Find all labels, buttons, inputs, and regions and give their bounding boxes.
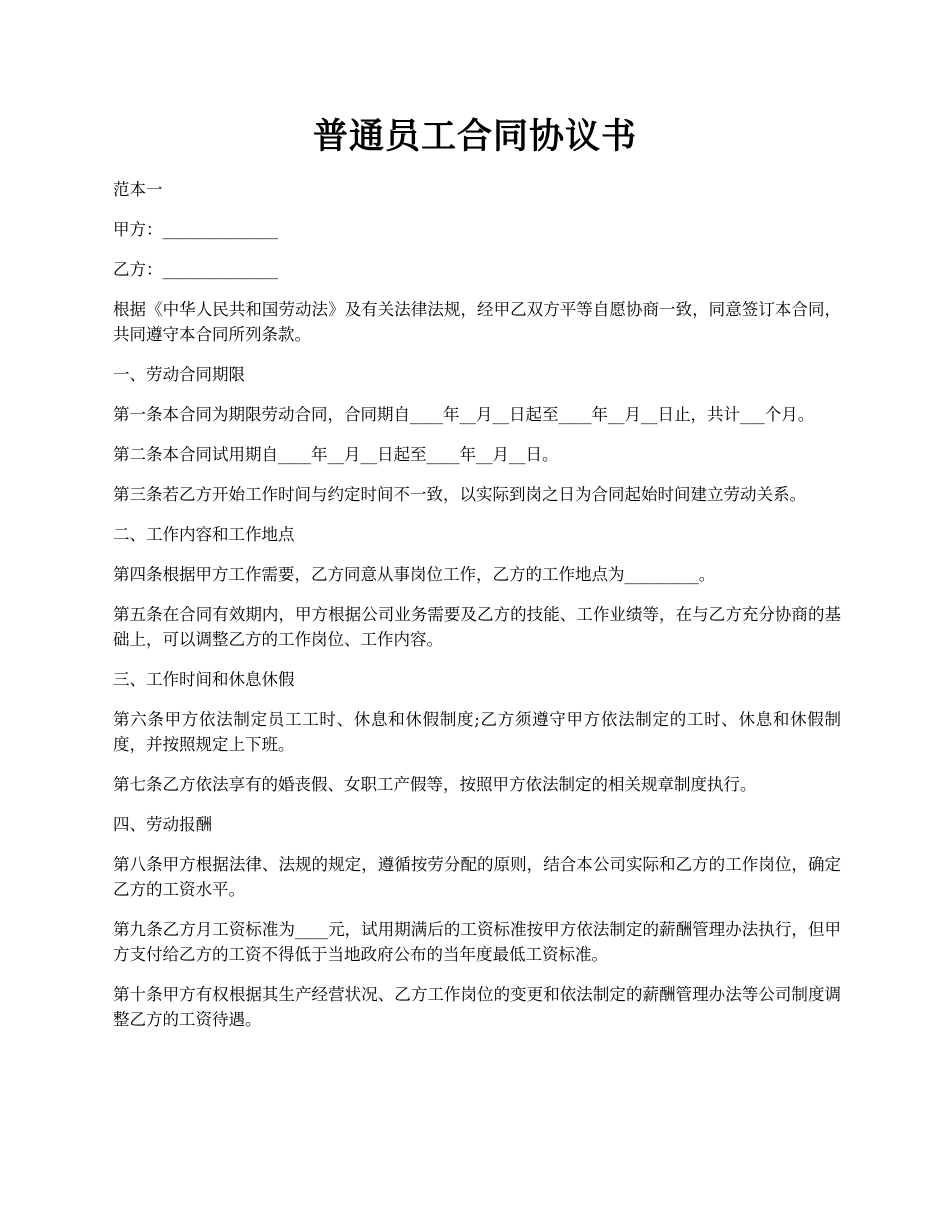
clause-1: 第一条本合同为期限劳动合同，合同期自____年__月__日起至____年__月__日止，共计___个月。 bbox=[113, 405, 815, 424]
clause-8: 第八条甲方根据法律、法规的规定，遵循按劳分配的原则，结合本公司实际和乙方的工作岗位，确定乙方的工资水平。 bbox=[113, 855, 841, 899]
preamble-paragraph: 根据《中华人民共和国劳动法》及有关法律法规，经甲乙双方平等自愿协商一致，同意签订本合同，共同遵守本合同所列条款。 bbox=[113, 300, 841, 344]
clause-10: 第十条甲方有权根据其生产经营状况、乙方工作岗位的变更和依法制定的薪酬管理办法等公司制度调整乙方的工资待遇。 bbox=[113, 985, 841, 1029]
section-heading-pay: 四、劳动报酬 bbox=[113, 815, 212, 834]
template-label: 范本一 bbox=[113, 180, 163, 199]
clause-3: 第三条若乙方开始工作时间与约定时间不一致，以实际到岗之日为合同起始时间建立劳动关系。 bbox=[113, 485, 806, 504]
party-a-line: 甲方：______________ bbox=[113, 220, 278, 239]
clause-9: 第九条乙方月工资标准为____元，试用期满后的工资标准按甲方依法制定的薪酬管理办法执行，但甲方支付给乙方的工资不得低于当地政府公布的当年度最低工资标准。 bbox=[113, 920, 841, 964]
party-b-line: 乙方：______________ bbox=[113, 260, 278, 279]
clause-5: 第五条在合同有效期内，甲方根据公司业务需要及乙方的技能、工作业绩等，在与乙方充分协商的基础上，可以调整乙方的工作岗位、工作内容。 bbox=[113, 605, 841, 649]
clause-2: 第二条本合同试用期自____年__月__日起至____年__月__日。 bbox=[113, 445, 559, 464]
section-heading-term: 一、劳动合同期限 bbox=[113, 365, 245, 384]
document-body bbox=[113, 177, 841, 1047]
section-heading-hours: 三、工作时间和休息休假 bbox=[113, 670, 295, 689]
page-title: 普通员工合同协议书 bbox=[312, 117, 637, 157]
section-heading-work: 二、工作内容和工作地点 bbox=[113, 525, 295, 544]
clause-6: 第六条甲方依法制定员工工时、休息和休假制度;乙方须遵守甲方依法制定的工时、休息和休假制度，并按照规定上下班。 bbox=[113, 710, 841, 754]
clause-7: 第七条乙方依法享有的婚丧假、女职工产假等，按照甲方依法制定的相关规章制度执行。 bbox=[113, 775, 757, 794]
clause-4: 第四条根据甲方工作需要，乙方同意从事岗位工作，乙方的工作地点为_________。 bbox=[113, 565, 716, 584]
